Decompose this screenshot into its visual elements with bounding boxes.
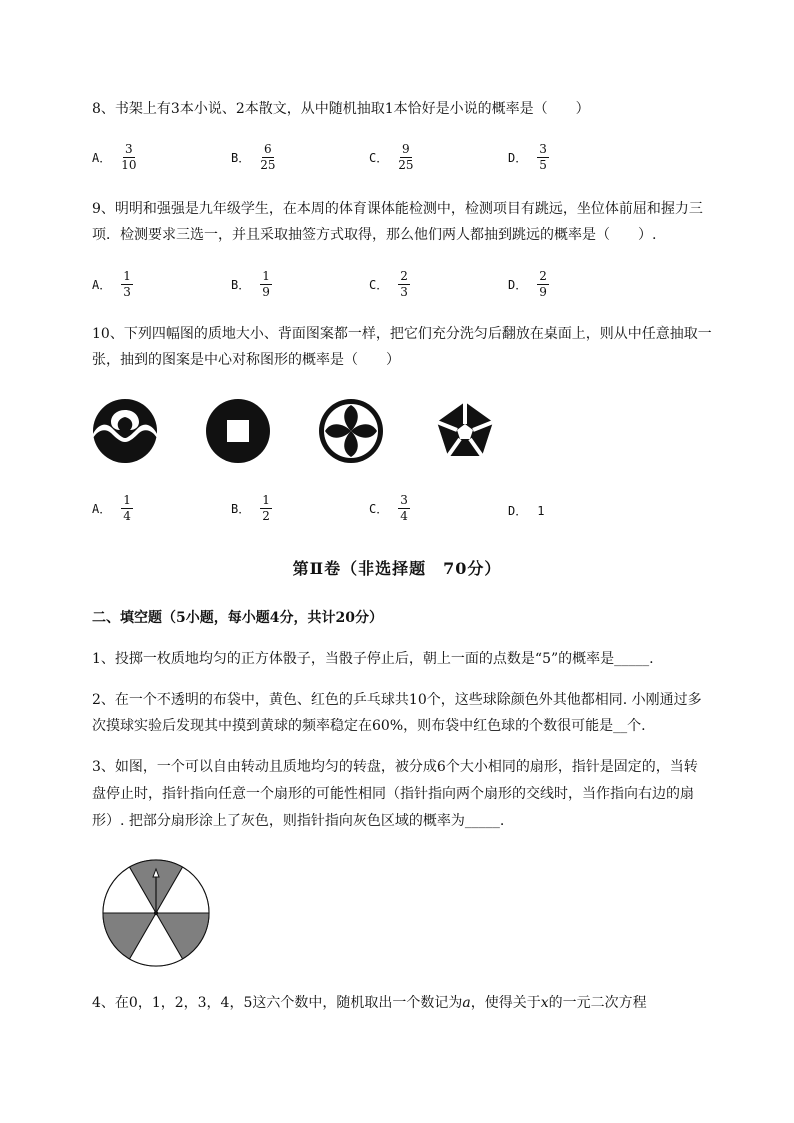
fraction: $\frac{1}{2}$ xyxy=(262,493,270,523)
fraction: $\frac{2}{3}$ xyxy=(400,269,408,299)
fraction: $\frac{3}{5}$ xyxy=(539,142,547,172)
fraction: $\frac{3}{10}$ xyxy=(121,142,137,172)
fill-q4-text-mid: ，使得关于 xyxy=(470,995,541,1011)
figure-pentagon-pattern-icon xyxy=(432,398,498,464)
option-label: C． xyxy=(369,502,389,516)
option-label: A． xyxy=(92,502,112,516)
fraction: $\frac{1}{4}$ xyxy=(123,493,131,523)
spinner-figure xyxy=(101,857,211,969)
q10-stem-line2: 张，抽到的图案是中心对称图形的概率是（ ） xyxy=(92,352,400,368)
fraction: $\frac{1}{3}$ xyxy=(123,269,131,299)
part-title: 二、填空题（5小题，每小题4分，共计20分） xyxy=(92,610,383,626)
q9-option-b xyxy=(231,270,272,299)
q10-option-c xyxy=(369,494,410,523)
option-label: B． xyxy=(231,502,251,516)
q8-option-a xyxy=(92,143,137,172)
q9-stem-line2: 项．检测要求三选一，并且采取抽签方式取得，那么他们两人都抽到跳远的概率是（ ）. xyxy=(92,227,657,243)
fraction: $\frac{1}{9}$ xyxy=(262,269,270,299)
fraction: $\frac{2}{9}$ xyxy=(539,269,547,299)
figure-yin-yang-wave-icon xyxy=(92,396,158,466)
option-label: A． xyxy=(92,278,112,292)
fill-q2-line2: 次摸球实验后发现其中摸到黄球的频率稳定在60%，则布袋中红色球的个数很可能是__个. xyxy=(92,718,646,734)
q10-stem-line1: 10、下列四幅图的质地大小、背面图案都一样，把它们充分洗匀后翻放在桌面上，则从中任意抽取一 xyxy=(92,326,712,342)
option-label: A． xyxy=(92,151,112,165)
fraction: $\frac{9}{25}$ xyxy=(398,142,414,172)
variable-a: a xyxy=(462,995,471,1011)
section-title: 第Ⅱ卷（非选择题 70分） xyxy=(292,559,502,578)
q8-option-d xyxy=(508,143,549,172)
fraction: $\frac{3}{4}$ xyxy=(400,493,408,523)
fill-q4-text-pre: 4、在0，1，2，3，4，5这六个数中，随机取出一个数记为 xyxy=(92,995,463,1011)
fill-q3-line1: 3、如图，一个可以自由转动且质地均匀的转盘，被分成6个大小相同的扇形，指针是固定的，当转 xyxy=(92,759,698,775)
q10-option-a xyxy=(92,494,133,523)
variable-x: x xyxy=(540,995,549,1011)
q10-option-b xyxy=(231,494,272,523)
option-label: C． xyxy=(369,151,389,165)
q9-option-a xyxy=(92,270,133,299)
option-label: B． xyxy=(231,278,251,292)
option-value: 1 xyxy=(537,503,545,518)
q9-stem-line1: 9、明明和强强是九年级学生，在本周的体育课体能检测中，检测项目有跳远，坐位体前屈和握力三 xyxy=(92,201,703,217)
fill-q3-line2: 盘停止时，指针指向任意一个扇形的可能性相同（指针指向两个扇形的交线时，当作指向右边的扇 xyxy=(92,786,694,802)
fill-q1: 1、投掷一枚质地均匀的正方体骰子，当骰子停止后，朝上一面的点数是“5”的概率是_____. xyxy=(92,651,654,667)
q9-option-c xyxy=(369,270,410,299)
option-label: D． xyxy=(508,151,528,165)
fraction: $\frac{6}{25}$ xyxy=(260,142,276,172)
option-label: B． xyxy=(231,151,251,165)
figure-four-petal-circle-icon xyxy=(317,397,385,465)
option-label: C． xyxy=(369,278,389,292)
q8-option-c xyxy=(369,143,414,172)
option-label: D． xyxy=(508,278,528,292)
q8-option-b xyxy=(231,143,276,172)
fill-q3-line3: 形）. 把部分扇形涂上了灰色，则指针指向灰色区域的概率为_____. xyxy=(92,813,505,829)
q10-option-d xyxy=(508,502,544,519)
fill-q4-text-post: 的一元二次方程 xyxy=(548,995,647,1011)
fill-q2-line1: 2、在一个不透明的布袋中，黄色、红色的乒乓球共10个，这些球除颜色外其他都相同. 小刚通过多 xyxy=(92,692,702,708)
q9-option-d xyxy=(508,270,549,299)
q8-stem: 8、书架上有3本小说、2本散文，从中随机抽取1本恰好是小说的概率是（ ） xyxy=(92,101,590,117)
fill-q4 xyxy=(92,993,647,1013)
figure-square-hole-coin-icon xyxy=(205,398,271,464)
option-label: D． xyxy=(508,504,528,518)
